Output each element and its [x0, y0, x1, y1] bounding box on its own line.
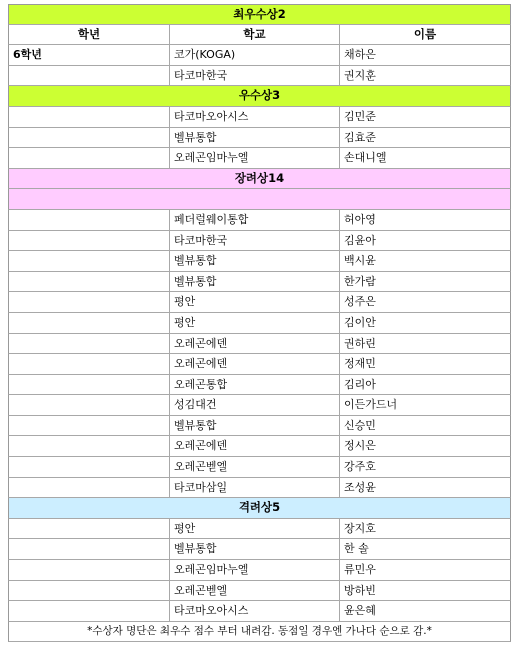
table-row [8, 457, 511, 478]
school-cell: 평안 [170, 292, 340, 312]
school-cell: 타코마한국 [170, 66, 340, 86]
section-title: 장려상14 [234, 170, 285, 185]
name-cell: 한 솔 [344, 542, 369, 556]
school-cell: 타코마오아시스 [170, 601, 340, 621]
school-cell: 성김대건 [170, 395, 340, 415]
table-row [8, 251, 511, 272]
table-row [8, 148, 511, 169]
name-cell: 백시윤 [344, 254, 376, 268]
table-row [8, 231, 511, 252]
footnote-row [8, 622, 511, 643]
name-cell: 류민우 [344, 563, 376, 577]
header-school: 학교 [170, 25, 340, 45]
school-cell: 오레곤에덴 [170, 354, 340, 374]
school-cell: 오레곤벧엘 [170, 457, 340, 477]
section-title: 최우수상2 [233, 7, 286, 21]
table-row [8, 210, 511, 231]
name-cell: 김민준 [344, 109, 376, 123]
table-row [8, 539, 511, 560]
school-cell: 오레곤통합 [170, 375, 340, 395]
school-cell: 벨뷰통합 [170, 272, 340, 292]
name-cell: 성주은 [344, 295, 376, 309]
name-cell: 허아영 [344, 212, 376, 226]
header-grade: 학년 [9, 25, 170, 45]
grade-cell [9, 272, 170, 292]
name-cell: 김리아 [344, 377, 376, 391]
table-row [8, 45, 511, 66]
section-title-encouragement [8, 169, 511, 190]
table-row [8, 601, 511, 622]
table-row [8, 560, 511, 581]
grade-cell [9, 601, 170, 621]
table-row [8, 581, 511, 602]
name-cell: 김이안 [344, 315, 376, 329]
header-name: 이름 [413, 26, 437, 41]
section-title-excellence [8, 86, 511, 107]
grade-cell [9, 148, 170, 168]
name-cell: 장지호 [344, 521, 376, 535]
name-cell: 권지훈 [344, 68, 376, 82]
section-title: 격려상5 [238, 500, 281, 515]
name-cell: 방하빈 [344, 583, 376, 597]
name-cell: 이든가드너 [344, 398, 398, 412]
table-row [8, 416, 511, 437]
name-cell: 강주호 [344, 460, 376, 474]
grade-cell [9, 457, 170, 477]
name-cell: 김효준 [344, 130, 376, 144]
blank-cell [9, 189, 510, 209]
grade-cell [9, 231, 170, 251]
grade-cell [9, 128, 170, 148]
section-title: 우수상3 [238, 88, 281, 103]
school-cell: 벨뷰통합 [170, 128, 340, 148]
section-title-top-award [8, 4, 511, 25]
table-row [8, 292, 511, 313]
school-cell: 벨뷰통합 [170, 251, 340, 271]
school-cell: 타코마오아시스 [170, 107, 340, 127]
footnote: *수상자 명단은 최우수 점수 부터 내려감. 동점일 경우엔 가나다 순으로 감.* [87, 624, 432, 637]
grade-cell [9, 107, 170, 127]
table-row [8, 478, 511, 499]
name-cell: 손대니엘 [344, 151, 387, 165]
school-cell: 타코마삼일 [170, 478, 340, 498]
school-cell: 평안 [170, 519, 340, 539]
name-cell: 채하은 [344, 48, 376, 62]
table-row [8, 313, 511, 334]
table-row [8, 334, 511, 355]
table-row [8, 272, 511, 293]
school-cell: 코가(KOGA) [170, 45, 340, 65]
grade-cell [9, 478, 170, 498]
name-cell: 정시은 [344, 439, 376, 453]
grade-cell [9, 560, 170, 580]
school-cell: 오레곤에덴 [170, 334, 340, 354]
table-row [8, 107, 511, 128]
blank-pink-row [8, 189, 511, 210]
school-cell: 평안 [170, 313, 340, 333]
table-row [8, 519, 511, 540]
name-cell: 정재민 [344, 357, 376, 371]
school-cell: 오레곤벧엘 [170, 581, 340, 601]
school-cell: 벨뷰통합 [170, 416, 340, 436]
awards-table [8, 4, 511, 642]
school-cell: 오레곤에덴 [170, 436, 340, 456]
grade-cell [9, 581, 170, 601]
grade-cell [9, 416, 170, 436]
name-cell: 신승민 [344, 418, 376, 432]
grade-cell [9, 436, 170, 456]
grade-cell [9, 292, 170, 312]
column-header-row [8, 25, 511, 46]
grade-cell [9, 66, 170, 86]
table-row [8, 395, 511, 416]
name-cell: 윤은혜 [344, 604, 376, 618]
grade-cell: 6학년 [9, 45, 170, 65]
name-cell: 조성윤 [344, 480, 376, 494]
school-cell: 벨뷰통합 [170, 539, 340, 559]
grade-cell [9, 354, 170, 374]
grade-cell [9, 251, 170, 271]
grade-cell [9, 519, 170, 539]
table-row [8, 436, 511, 457]
school-cell: 타코마한국 [170, 231, 340, 251]
section-title-effort [8, 498, 511, 519]
name-cell: 김윤아 [344, 233, 376, 247]
grade-cell [9, 539, 170, 559]
table-row [8, 128, 511, 149]
grade-cell [9, 313, 170, 333]
name-cell: 한가람 [344, 274, 376, 288]
table-row [8, 66, 511, 87]
grade-cell [9, 395, 170, 415]
grade-cell [9, 210, 170, 230]
grade-cell [9, 375, 170, 395]
school-cell: 오레곤임마누엘 [170, 148, 340, 168]
grade-cell [9, 334, 170, 354]
school-cell: 페더럴웨이통합 [170, 210, 340, 230]
table-row [8, 354, 511, 375]
school-cell: 오레곤임마누엘 [170, 560, 340, 580]
name-cell: 권하린 [344, 336, 376, 350]
table-row [8, 375, 511, 396]
